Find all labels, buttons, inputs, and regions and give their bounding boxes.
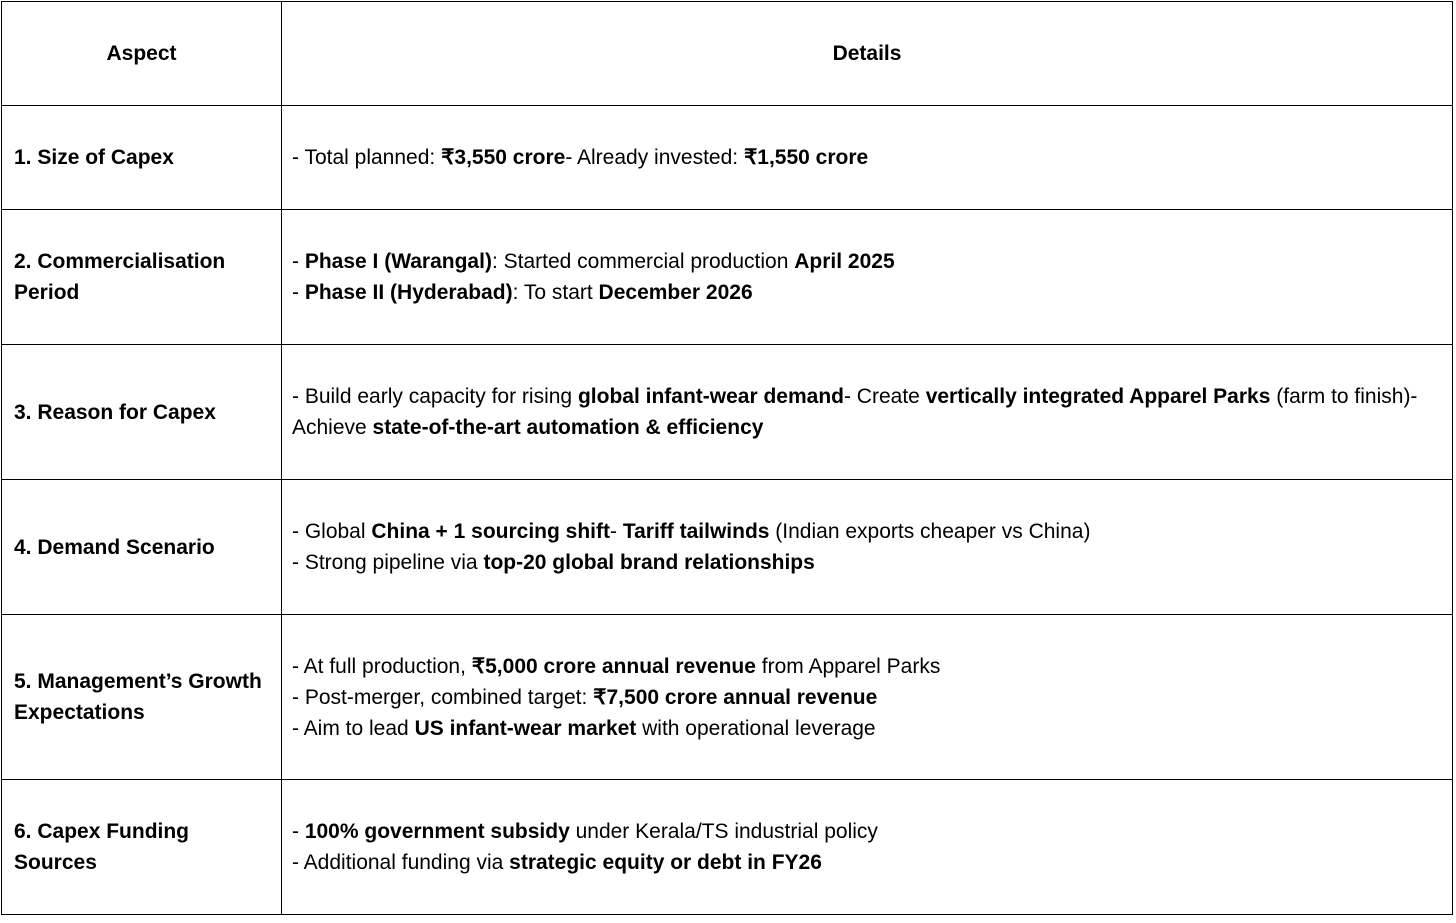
- details-line: [292, 381, 1442, 443]
- details-bold-text: ₹1,550 crore: [743, 146, 869, 169]
- details-bold-text: China + 1 sourcing shift: [371, 520, 610, 543]
- details-text: - Aim to lead: [292, 716, 415, 740]
- details-line: [292, 516, 1442, 547]
- details-text: -: [610, 520, 623, 543]
- details-text: with operational leverage: [636, 716, 876, 740]
- details-bold-text: Phase I (Warangal): [304, 250, 492, 273]
- aspect-cell: 3. Reason for Capex: [2, 345, 282, 480]
- aspect-cell: 4. Demand Scenario: [2, 480, 282, 615]
- details-bold-text: top-20 global brand relationships: [483, 551, 815, 574]
- details-text: from Apparel Parks: [755, 654, 941, 678]
- details-bold-text: ₹3,550 crore: [441, 146, 566, 169]
- table-row: [2, 345, 1453, 480]
- details-cell: [282, 780, 1453, 915]
- details-bold-text: December 2026: [598, 281, 753, 304]
- details-text: under Kerala/TS industrial policy: [569, 820, 878, 843]
- details-text: - Global: [292, 520, 372, 543]
- details-bold-text: global infant-wear demand: [577, 385, 844, 408]
- details-text: (farm to finish)- Achieve: [292, 385, 1418, 439]
- details-text: - Strong pipeline via: [292, 551, 484, 574]
- details-text: -: [292, 281, 305, 304]
- details-bold-text: Phase II (Hyderabad): [304, 281, 513, 304]
- details-text: : Started commercial production: [491, 250, 795, 273]
- details-text: - Post-merger, combined target:: [292, 685, 594, 709]
- table-row: [2, 780, 1453, 915]
- details-line: [292, 682, 1442, 713]
- details-text: - Build early capacity for rising: [292, 385, 578, 408]
- capex-table: [1, 1, 1453, 915]
- details-text: - Create: [843, 385, 926, 408]
- aspect-cell: 5. Management’s Growth Expectations: [2, 615, 282, 780]
- details-text: - Already invested:: [565, 146, 744, 169]
- details-line: [292, 277, 1442, 308]
- aspect-cell: 1. Size of Capex: [2, 106, 282, 210]
- table-header-row: [2, 2, 1453, 106]
- details-line: [292, 142, 1442, 173]
- details-text: (Indian exports cheaper vs China): [769, 520, 1091, 543]
- details-bold-text: 100% government subsidy: [304, 820, 570, 843]
- details-line: [292, 713, 1442, 744]
- header-details: Details: [282, 2, 1453, 106]
- details-line: [292, 816, 1442, 847]
- table-row: [2, 106, 1453, 210]
- details-bold-text: Tariff tailwinds: [622, 520, 770, 543]
- details-cell: [282, 615, 1453, 780]
- details-text: - Total planned:: [292, 146, 442, 169]
- details-text: -: [292, 820, 305, 843]
- table-row: [2, 210, 1453, 345]
- details-bold-text: ₹7,500 crore annual revenue: [593, 685, 878, 709]
- details-bold-text: strategic equity or debt in FY26: [509, 851, 822, 874]
- details-text: - Additional funding via: [292, 851, 510, 874]
- details-text: -: [292, 250, 305, 273]
- details-text: - At full production,: [292, 654, 472, 678]
- details-cell: [282, 106, 1453, 210]
- details-text: : To start: [512, 281, 599, 304]
- details-cell: [282, 480, 1453, 615]
- header-aspect: Aspect: [2, 2, 282, 106]
- details-bold-text: US infant-wear market: [414, 716, 637, 740]
- details-bold-text: ₹5,000 crore annual revenue: [471, 654, 756, 678]
- details-cell: [282, 210, 1453, 345]
- table-row: [2, 615, 1453, 780]
- aspect-cell: 6. Capex Funding Sources: [2, 780, 282, 915]
- details-line: [292, 847, 1442, 878]
- details-bold-text: state-of-the-art automation & efficiency: [372, 416, 764, 439]
- details-cell: [282, 345, 1453, 480]
- details-line: [292, 547, 1442, 578]
- details-line: [292, 246, 1442, 277]
- details-bold-text: vertically integrated Apparel Parks: [925, 385, 1271, 408]
- aspect-cell: 2. Commercialisation Period: [2, 210, 282, 345]
- details-bold-text: April 2025: [794, 250, 895, 273]
- table-row: [2, 480, 1453, 615]
- details-line: [292, 651, 1442, 682]
